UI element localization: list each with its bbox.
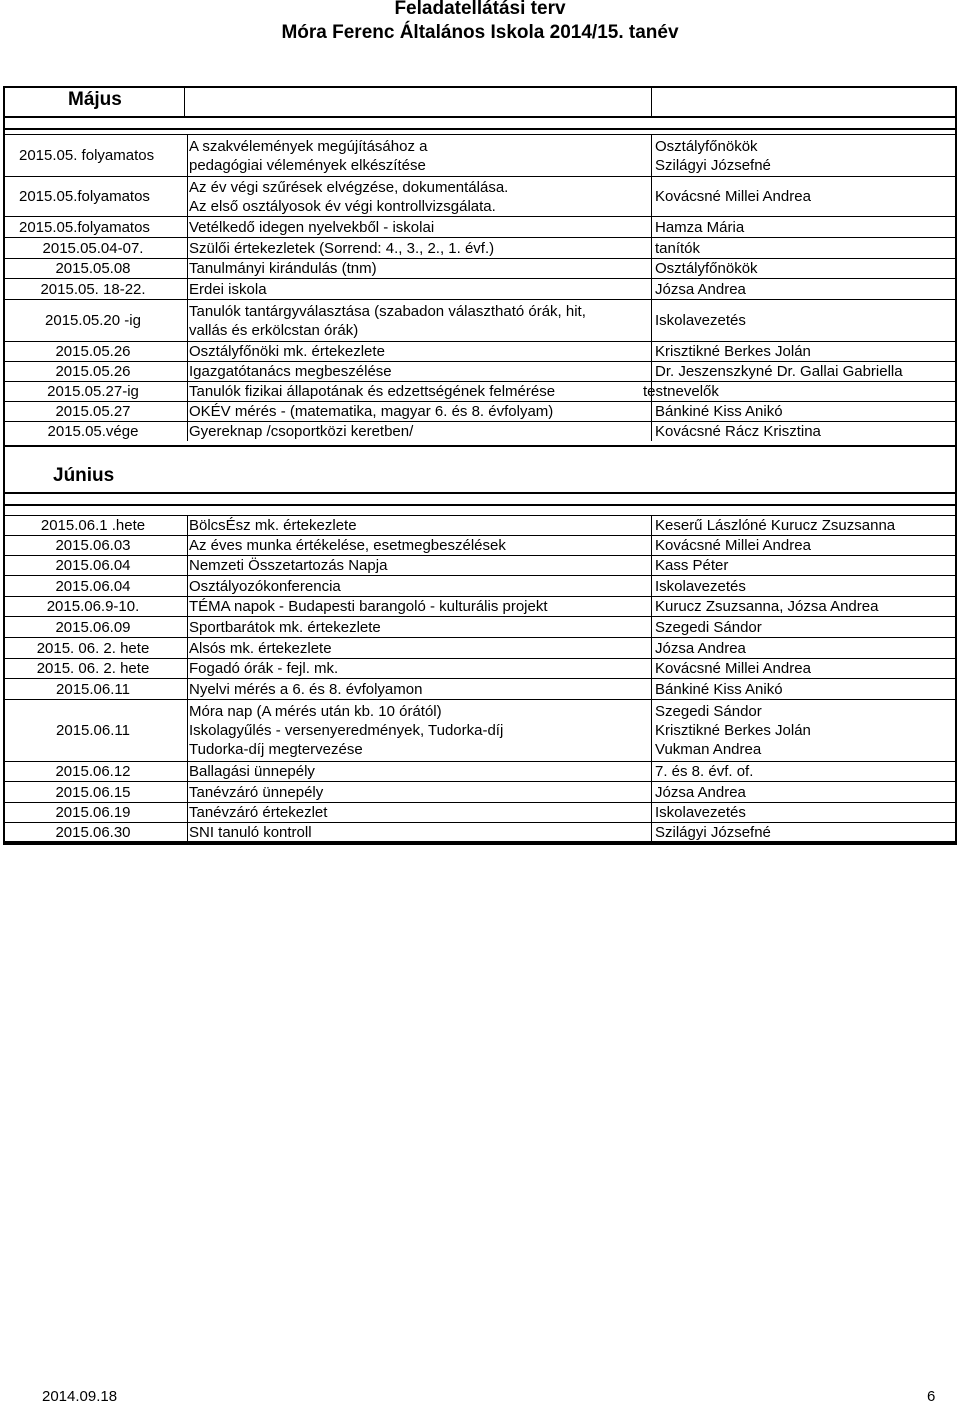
responsible-line: Szilágyi Józsefné: [655, 156, 771, 174]
responsible-line: Krisztikné Berkes Jolán: [655, 343, 811, 360]
column-divider: [651, 515, 652, 843]
row-date: 2015.06.09: [55, 618, 131, 636]
row-date: 2015.06.1 .hete: [40, 517, 146, 534]
row-description: [189, 679, 649, 699]
responsible-line: Osztályfőnökök: [655, 137, 758, 155]
table-row: [3, 361, 957, 381]
row-responsible: [655, 823, 955, 841]
row-description: [189, 422, 649, 441]
row-responsible: [655, 238, 955, 258]
row-date: 2015.05.26: [55, 343, 131, 360]
responsible-line: tanítók: [655, 239, 701, 257]
row-description: [189, 300, 649, 341]
row-responsible: [655, 300, 955, 341]
table-row: [3, 258, 957, 278]
description-line: Tanévzáró ünnepély: [189, 783, 324, 801]
description-line: Az éves munka értékelése, esetmegbeszélések: [189, 537, 506, 554]
row-description: [189, 556, 649, 575]
row-responsible: [655, 556, 955, 575]
row-responsible: [655, 362, 955, 381]
row-responsible: [655, 516, 955, 535]
row-date: 2015.06.9-10.: [46, 598, 140, 615]
description-line: Nemzeti Összetartozás Napja: [189, 557, 388, 574]
responsible-line: Kovácsné Millei Andrea: [655, 537, 811, 554]
description-line: Vetélkedő idegen nyelvekből - iskolai: [189, 218, 435, 236]
responsible-line: Iskolavezetés: [655, 312, 746, 329]
row-description: [189, 259, 649, 278]
month-header-rule: [3, 116, 957, 118]
responsible-line: Kovácsné Rácz Krisztina: [655, 423, 821, 440]
responsible-line: Iskolavezetés: [655, 577, 746, 595]
description-line: pedagógiai vélemények elkészítése: [189, 156, 426, 174]
row-description: [189, 362, 649, 381]
responsible-line: Józsa Andrea: [655, 639, 746, 657]
description-line: Szülői értekezletek (Sorrend: 4., 3., 2., 1. évf.): [189, 239, 495, 257]
table-row: [3, 341, 957, 361]
responsible-line: Szegedi Sándor: [655, 703, 762, 720]
row-responsible: [655, 536, 955, 555]
table-row: [3, 535, 957, 555]
responsible-line: Szegedi Sándor: [655, 618, 762, 636]
description-line: Gyereknap /csoportközi keretben/: [189, 423, 414, 440]
description-line: BölcsÉsz mk. értekezlete: [189, 517, 357, 534]
row-date: 2015.05.26: [55, 363, 131, 380]
table-row: [3, 596, 957, 616]
row-responsible: [655, 762, 955, 781]
row-date: 2015.05.vége: [47, 423, 139, 440]
row-date: 2015.06.11: [56, 722, 130, 739]
description-line: TÉMA napok - Budapesti barangoló - kulturális projekt: [189, 598, 548, 615]
description-line: Sportbarátok mk. értekezlete: [189, 618, 381, 636]
row-responsible: [655, 342, 955, 361]
table-row: [3, 616, 957, 637]
description-line: Alsós mk. értekezlete: [189, 639, 332, 657]
row-date: 2015. 06. 2. hete: [36, 639, 150, 657]
row-description: [189, 238, 649, 258]
responsible-line: Kurucz Zsuzsanna, Józsa Andrea: [655, 598, 879, 615]
row-description: [189, 279, 649, 299]
row-responsible: [655, 402, 955, 421]
row-description: [189, 617, 649, 637]
description-line: Móra nap (A mérés után kb. 10 órától): [189, 703, 442, 720]
row-responsible: [655, 679, 955, 699]
row-description: [189, 382, 649, 401]
row-responsible: [655, 597, 955, 616]
row-description: [189, 700, 649, 761]
row-description: [189, 803, 649, 822]
description-line: Iskolagyűlés - versenyeredmények, Tudorka-díj: [189, 722, 504, 739]
row-description: [189, 342, 649, 361]
row-responsible: [655, 617, 955, 637]
row-responsible: [655, 217, 955, 237]
table-row: [3, 421, 957, 441]
responsible-line: Dr. Jeszenszkyné Dr. Gallai Gabriella: [655, 363, 903, 380]
table-row: [3, 278, 957, 299]
table-row: [3, 176, 957, 216]
table-row: [3, 515, 957, 535]
row-date: 2015.05.20 -ig: [45, 312, 141, 329]
responsible-line: testnevelők: [643, 383, 719, 400]
row-responsible: [655, 135, 955, 176]
table-row: [3, 699, 957, 761]
table-row: [3, 761, 957, 781]
row-date: 2015.05. folyamatos: [19, 147, 155, 164]
description-line: Az első osztályosok év végi kontrollvizsgálata.: [189, 197, 496, 215]
row-date: 2015.05.folyamatos: [19, 218, 150, 236]
description-line: vallás és erkölcstan órák): [189, 321, 359, 339]
row-description: [189, 823, 649, 841]
document-title: Feladatellátási terv: [394, 0, 566, 19]
month-separator-rule: [3, 445, 957, 447]
row-description: [189, 402, 649, 421]
responsible-line: Kovácsné Millei Andrea: [655, 660, 811, 677]
description-line: Fogadó órák - fejl. mk.: [189, 660, 339, 677]
description-line: Tudorka-díj megtervezése: [189, 741, 363, 758]
description-line: Erdei iskola: [189, 280, 267, 298]
description-line: SNI tanuló kontroll: [189, 823, 312, 841]
row-description: [189, 516, 649, 535]
row-responsible: [655, 782, 955, 802]
responsible-line: Vukman Andrea: [655, 741, 762, 758]
table-row: [3, 237, 957, 258]
responsible-line: Krisztikné Berkes Jolán: [655, 722, 811, 739]
row-date: 2015.06.19: [55, 804, 131, 821]
table-row: [3, 802, 957, 822]
row-date: 2015.06.04: [55, 577, 131, 595]
description-line: Tanulmányi kirándulás (tnm): [189, 260, 377, 277]
row-date: 2015. 06. 2. hete: [36, 660, 150, 677]
responsible-line: Szilágyi Józsefné: [655, 823, 771, 841]
row-date: 2015.06.12: [55, 763, 131, 780]
row-date: 2015.06.11: [56, 680, 130, 698]
responsible-line: Bánkiné Kiss Anikó: [655, 403, 783, 420]
description-line: Igazgatótanács megbeszélése: [189, 363, 392, 380]
row-responsible: [655, 422, 955, 441]
table-row: [3, 678, 957, 699]
row-description: [189, 597, 649, 616]
row-date: 2015.05.27-ig: [47, 383, 139, 400]
row-description: [189, 217, 649, 237]
row-description: [189, 782, 649, 802]
row-date: 2015.06.30: [55, 823, 131, 841]
description-line: Tanévzáró értekezlet: [189, 804, 328, 821]
document-subtitle: Móra Ferenc Általános Iskola 2014/15. tanév: [281, 22, 679, 43]
responsible-line: Iskolavezetés: [655, 804, 746, 821]
description-line: Tanulók fizikai állapotának és edzettségének felmérése: [189, 383, 556, 400]
row-responsible: [643, 382, 943, 401]
row-date: 2015.05.04-07.: [42, 239, 144, 257]
table-row: [3, 781, 957, 802]
column-divider: [651, 134, 652, 441]
table-row: [3, 822, 957, 843]
responsible-line: Bánkiné Kiss Anikó: [655, 680, 783, 698]
table-row: [3, 658, 957, 678]
month-header-rule: [3, 504, 957, 506]
description-line: A szakvélemények megújításához a: [189, 137, 428, 155]
table-row: [3, 555, 957, 575]
description-line: Ballagási ünnepély: [189, 763, 315, 780]
description-line: OKÉV mérés - (matematika, magyar 6. és 8. évfolyam): [189, 403, 554, 420]
responsible-line: Hamza Mária: [655, 218, 745, 236]
row-description: [189, 659, 649, 678]
row-date: 2015.05. 18-22.: [40, 280, 146, 298]
responsible-line: Józsa Andrea: [655, 783, 746, 801]
row-description: [189, 177, 649, 216]
row-description: [189, 135, 649, 176]
page-number: 6: [927, 1388, 936, 1405]
row-responsible: [655, 177, 955, 216]
row-date: 2015.05.27: [55, 403, 131, 420]
description-line: Tanulók tantárgyválasztása (szabadon választható órák, hit,: [189, 302, 586, 320]
row-description: [189, 576, 649, 596]
description-line: Osztályozókonferencia: [189, 577, 341, 595]
description-line: Osztályfőnöki mk. értekezlete: [189, 343, 385, 360]
description-line: Nyelvi mérés a 6. és 8. évfolyamon: [189, 680, 423, 698]
row-responsible: [655, 576, 955, 596]
row-date: 2015.06.04: [55, 557, 131, 574]
responsible-line: 7. és 8. évf. of.: [655, 763, 754, 780]
row-responsible: [655, 638, 955, 658]
table-row: [3, 134, 957, 176]
footer-date: 2014.09.18: [42, 1388, 118, 1405]
row-responsible: [655, 259, 955, 278]
row-description: [189, 762, 649, 781]
month-label-may: Május: [68, 89, 122, 110]
responsible-line: Osztályfőnökök: [655, 260, 758, 277]
table-row: [3, 381, 957, 401]
table-row: [3, 637, 957, 658]
row-date: 2015.05.folyamatos: [19, 188, 150, 205]
column-divider: [187, 515, 188, 843]
column-divider: [187, 134, 188, 441]
table-row: [3, 401, 957, 421]
month-cell-divider: [184, 86, 185, 116]
row-description: [189, 536, 649, 555]
row-responsible: [655, 659, 955, 678]
responsible-line: Kass Péter: [655, 557, 729, 574]
month-header-rule: [3, 128, 957, 130]
row-responsible: [655, 803, 955, 822]
row-date: 2015.06.15: [55, 783, 131, 801]
table-row: [3, 216, 957, 237]
responsible-line: Kovácsné Millei Andrea: [655, 188, 811, 205]
month-header-rule: [3, 492, 957, 494]
responsible-line: Józsa Andrea: [655, 280, 746, 298]
table-row: [3, 299, 957, 341]
row-description: [189, 638, 649, 658]
row-date: 2015.05.08: [55, 260, 131, 277]
description-line: Az év végi szűrések elvégzése, dokumentálása.: [189, 178, 509, 196]
responsible-line: Keserű Lászlóné Kurucz Zsuzsanna: [655, 517, 896, 534]
row-responsible: [655, 279, 955, 299]
table-row: [3, 575, 957, 596]
row-responsible: [655, 700, 955, 761]
month-label-june: Június: [53, 465, 115, 486]
month-cell-divider: [651, 86, 652, 116]
row-date: 2015.06.03: [55, 537, 131, 554]
